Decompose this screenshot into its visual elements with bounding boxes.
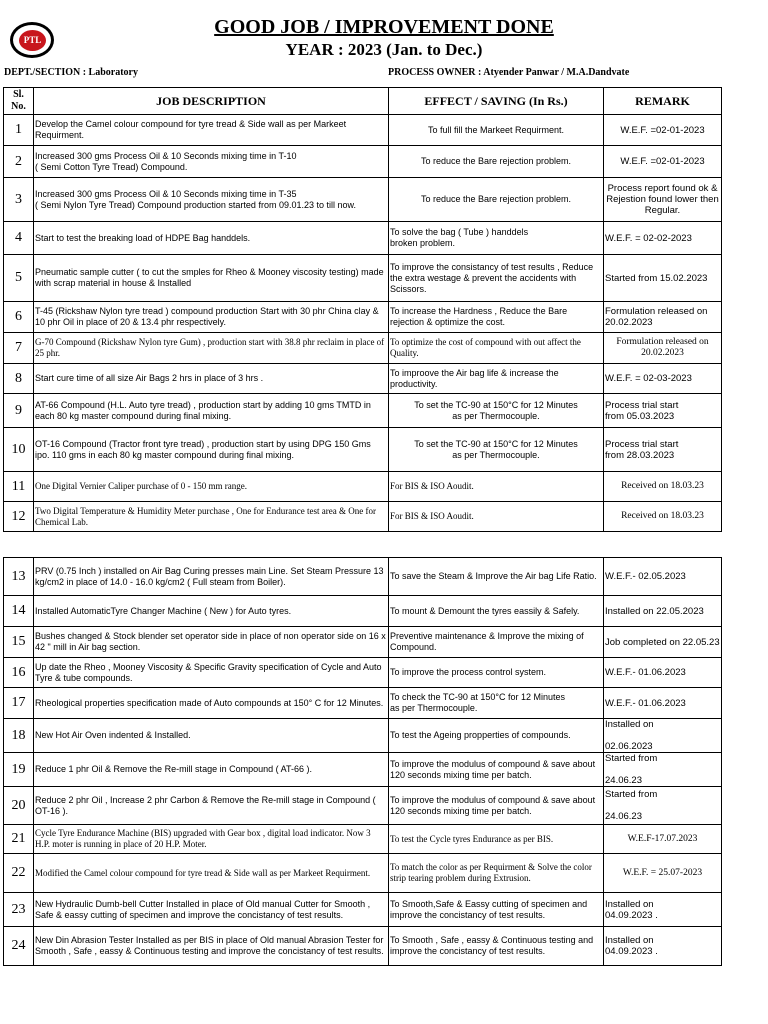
row-effect-saving: To test the Ageing propperties of compounds. <box>389 719 604 753</box>
row-sl-no: 8 <box>4 364 34 394</box>
row-job-description: One Digital Vernier Caliper purchase of 0 - 150 mm range. <box>34 472 389 502</box>
row-sl-no: 11 <box>4 472 34 502</box>
row-remark: W.E.F. =02-01-2023 <box>604 115 722 146</box>
row-sl-no: 5 <box>4 255 34 302</box>
table-row <box>4 688 722 719</box>
row-sl-no: 6 <box>4 302 34 333</box>
row-remark: W.E.F. = 02-02-2023 <box>604 222 722 255</box>
row-remark: Process report found ok & Rejestion found lower then Regular. <box>604 178 722 222</box>
row-remark: W.E.F-17.07.2023 <box>604 825 722 854</box>
row-remark: W.E.F.- 02.05.2023 <box>604 558 722 596</box>
row-job-description: Develop the Camel colour compound for tyre tread & Side wall as per Markeet Requirment. <box>34 115 389 146</box>
row-job-description: PRV (0.75 Inch ) installed on Air Bag Curing presses main Line. Set Steam Pressure 13 kg/cm2 in place of 14.0 - 16.0 kg/cm2 ( Full steam from Boiler). <box>34 558 389 596</box>
row-effect-saving: To mount & Demount the tyres eassily & Safely. <box>389 596 604 627</box>
row-sl-no: 24 <box>4 927 34 966</box>
row-sl-no: 9 <box>4 394 34 428</box>
row-job-description: Installed AutomaticTyre Changer Machine ( New ) for Auto tyres. <box>34 596 389 627</box>
table-row <box>4 502 722 532</box>
row-job-description: New Hot Air Oven indented & Installed. <box>34 719 389 753</box>
row-remark: Installed on 04.09.2023 . <box>604 893 722 927</box>
row-remark: Process trial start from 28.03.2023 <box>604 428 722 472</box>
row-remark: Process trial start from 05.03.2023 <box>604 394 722 428</box>
col-header-job: JOB DESCRIPTION <box>34 88 389 115</box>
row-job-description: Reduce 1 phr Oil & Remove the Re-mill stage in Compound ( AT-66 ). <box>34 753 389 787</box>
row-sl-no: 22 <box>4 854 34 893</box>
table-row <box>4 178 722 222</box>
row-effect-saving: Preventive maintenance & Improve the mixing of Compound. <box>389 627 604 658</box>
row-effect-saving: To Smooth , Safe , eassy & Continuous testing and improve the concistancy of test results. <box>389 927 604 966</box>
row-effect-saving: To improove the Air bag life & increase the productivity. <box>389 364 604 394</box>
row-job-description: Reduce 2 phr Oil , Increase 2 phr Carbon & Remove the Re-mill stage in Compound ( OT-16 ). <box>34 787 389 825</box>
row-effect-saving: To optimize the cost of compound with out affect the Quality. <box>389 333 604 364</box>
row-job-description: Rheological properties specification made of Auto compounds at 150° C for 12 Minutes. <box>34 688 389 719</box>
row-effect-saving: To improve the modulus of compound & save about 120 seconds mixing time per batch. <box>389 753 604 787</box>
table-row <box>4 893 722 927</box>
row-job-description: New Din Abrasion Tester Installed as per BIS in place of Old manual Abrasion Tester for Smooth , Safe , eassy & Continuous testing and improve the concistancy of test results. <box>34 927 389 966</box>
row-sl-no: 1 <box>4 115 34 146</box>
table-row <box>4 428 722 472</box>
table-row <box>4 719 722 753</box>
row-effect-saving: To save the Steam & Improve the Air bag Life Ratio. <box>389 558 604 596</box>
table-row <box>4 753 722 787</box>
row-remark: Started from 24.06.23 <box>604 787 722 825</box>
row-job-description: Increased 300 gms Process Oil & 10 Seconds mixing time in T-35 ( Semi Nylon Tyre Tread) Compound production started from 09.01.23 to till now. <box>34 178 389 222</box>
col-header-remark: REMARK <box>604 88 722 115</box>
row-job-description: Cycle Tyre Endurance Machine (BIS) upgraded with Gear box , digital load indicator. Now 3 H.P. moter is running in place of 20 H.P. Moter. <box>34 825 389 854</box>
row-sl-no: 14 <box>4 596 34 627</box>
row-remark: Installed on 22.05.2023 <box>604 596 722 627</box>
row-sl-no: 2 <box>4 146 34 178</box>
row-remark: Received on 18.03.23 <box>604 472 722 502</box>
table-row <box>4 333 722 364</box>
row-job-description: T-45 (Rickshaw Nylon tyre tread ) compound production Start with 30 phr China clay & 10 phr Oil in place of 20 & 13.4 phr respectively. <box>34 302 389 333</box>
row-remark: Installed on 04.09.2023 . <box>604 927 722 966</box>
row-job-description: Modified the Camel colour compound for tyre tread & Side wall as per Markeet Requirment. <box>34 854 389 893</box>
row-job-description: Increased 300 gms Process Oil & 10 Seconds mixing time in T-10 ( Semi Cotton Tyre Tread) Compound. <box>34 146 389 178</box>
row-remark: Started from 24.06.23 <box>604 753 722 787</box>
row-remark: W.E.F.- 01.06.2023 <box>604 688 722 719</box>
row-effect-saving: For BIS & ISO Aoudit. <box>389 502 604 532</box>
table-row <box>4 558 722 596</box>
row-job-description: AT-66 Compound (H.L. Auto tyre tread) , production start by adding 10 gms TMTD in each 80 kg master compound during final mixing. <box>34 394 389 428</box>
row-job-description: Start to test the breaking load of HDPE Bag handdels. <box>34 222 389 255</box>
row-remark: Formulation released on 20.02.2023 <box>604 302 722 333</box>
row-job-description: Start cure time of all size Air Bags 2 hrs in place of 3 hrs . <box>34 364 389 394</box>
row-remark: Received on 18.03.23 <box>604 502 722 532</box>
table-row <box>4 825 722 854</box>
row-job-description: OT-16 Compound (Tractor front tyre tread) , production start by using DPG 150 Gms ipo. 110 gms in each 80 kg master compound during final mixing. <box>34 428 389 472</box>
table-row <box>4 146 722 178</box>
row-sl-no: 16 <box>4 658 34 688</box>
row-effect-saving: To improve the process control system. <box>389 658 604 688</box>
row-effect-saving: To reduce the Bare rejection problem. <box>389 146 604 178</box>
table-row <box>4 364 722 394</box>
row-sl-no: 18 <box>4 719 34 753</box>
table-row <box>4 394 722 428</box>
row-job-description: G-70 Compound (Rickshaw Nylon tyre Gum) , production start with 38.8 phr reclaim in place of 25 phr. <box>34 333 389 364</box>
page-title: GOOD JOB / IMPROVEMENT DONE <box>214 16 554 38</box>
table-row <box>4 596 722 627</box>
row-remark: Formulation released on 20.02.2023 <box>604 333 722 364</box>
row-remark: Job completed on 22.05.23 <box>604 627 722 658</box>
row-effect-saving: To Smooth,Safe & Eassy cutting of specimen and improve the concistancy of test results. <box>389 893 604 927</box>
row-remark: W.E.F. =02-01-2023 <box>604 146 722 178</box>
row-sl-no: 15 <box>4 627 34 658</box>
row-job-description: Bushes changed & Stock blender set operator side in place of non operator side on 16 x 42 " mill in Air bag section. <box>34 627 389 658</box>
row-effect-saving: To improve the consistancy of test results , Reduce the extra westage & prevent the accidents with Scissors. <box>389 255 604 302</box>
table-row <box>4 115 722 146</box>
row-sl-no: 12 <box>4 502 34 532</box>
row-remark: W.E.F. = 25.07-2023 <box>604 854 722 893</box>
row-remark: Started from 15.02.2023 <box>604 255 722 302</box>
row-sl-no: 19 <box>4 753 34 787</box>
dept-section: DEPT./SECTION : Laboratory <box>4 67 138 78</box>
table-row <box>4 927 722 966</box>
row-effect-saving: To test the Cycle tyres Endurance as per BIS. <box>389 825 604 854</box>
logo-text: PTL <box>19 30 46 51</box>
row-job-description: Pneumatic sample cutter ( to cut the smples for Rheo & Mooney viscosity testing) made with scrap material in house & Installed <box>34 255 389 302</box>
row-effect-saving: To set the TC-90 at 150°C for 12 Minutes as per Thermocouple. <box>389 394 604 428</box>
improvement-table-part-1 <box>3 87 722 532</box>
row-sl-no: 10 <box>4 428 34 472</box>
row-effect-saving: To set the TC-90 at 150°C for 12 Minutes as per Thermocouple. <box>389 428 604 472</box>
row-sl-no: 13 <box>4 558 34 596</box>
row-effect-saving: To improve the modulus of compound & save about 120 seconds mixing time per batch. <box>389 787 604 825</box>
row-sl-no: 23 <box>4 893 34 927</box>
col-header-sl: Sl. No. <box>4 88 34 115</box>
row-sl-no: 21 <box>4 825 34 854</box>
table-row <box>4 302 722 333</box>
row-sl-no: 17 <box>4 688 34 719</box>
year-subtitle: YEAR : 2023 (Jan. to Dec.) <box>285 40 483 59</box>
row-sl-no: 7 <box>4 333 34 364</box>
table-row <box>4 472 722 502</box>
table-row <box>4 255 722 302</box>
row-job-description: Two Digital Temperature & Humidity Meter purchase , One for Endurance test area & One for Chemical Lab. <box>34 502 389 532</box>
row-job-description: New Hydraulic Dumb-bell Cutter Installed in place of Old manual Cutter for Smooth , Safe & eassy cutting of specimen and improve the concistancy of test results. <box>34 893 389 927</box>
table-row <box>4 658 722 688</box>
row-remark: W.E.F.- 01.06.2023 <box>604 658 722 688</box>
row-sl-no: 20 <box>4 787 34 825</box>
row-remark: Installed on 02.06.2023 <box>604 719 722 753</box>
table-row <box>4 222 722 255</box>
table-row <box>4 787 722 825</box>
row-sl-no: 3 <box>4 178 34 222</box>
row-effect-saving: To reduce the Bare rejection problem. <box>389 178 604 222</box>
process-owner: PROCESS OWNER : Atyender Panwar / M.A.Dandvate <box>388 67 630 78</box>
improvement-table-part-2 <box>3 557 722 966</box>
row-effect-saving: To match the color as per Requirment & Solve the color strip tearing problem during Extrusion. <box>389 854 604 893</box>
row-effect-saving: To check the TC-90 at 150°C for 12 Minutes as per Thermocouple. <box>389 688 604 719</box>
table-row <box>4 854 722 893</box>
col-header-effect: EFFECT / SAVING (In Rs.) <box>389 88 604 115</box>
row-job-description: Up date the Rheo , Mooney Viscosity & Specific Gravity specification of Cycle and Auto Tyre & tube compounds. <box>34 658 389 688</box>
row-effect-saving: To increase the Hardness , Reduce the Bare rejection & optimize the cost. <box>389 302 604 333</box>
row-remark: W.E.F. = 02-03-2023 <box>604 364 722 394</box>
row-effect-saving: To solve the bag ( Tube ) handdels broken problem. <box>389 222 604 255</box>
row-effect-saving: To full fill the Markeet Requirment. <box>389 115 604 146</box>
row-effect-saving: For BIS & ISO Aoudit. <box>389 472 604 502</box>
row-sl-no: 4 <box>4 222 34 255</box>
table-row <box>4 627 722 658</box>
